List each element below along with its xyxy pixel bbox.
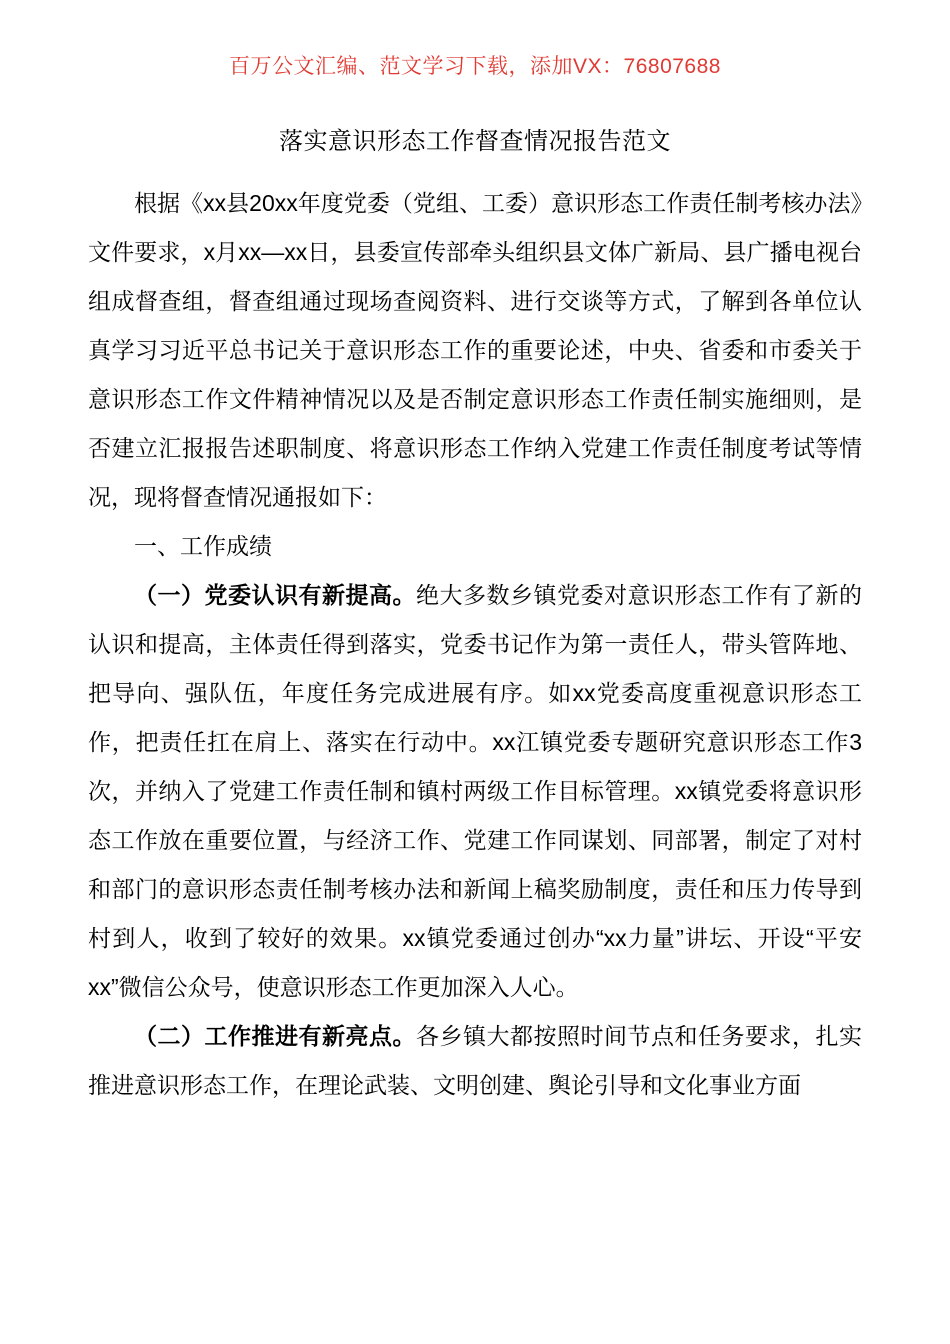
paragraph — [88, 571, 862, 1012]
paragraph-lead: （二）工作推进有新亮点。 — [134, 1023, 416, 1049]
paragraph-text: 根据《xx县20xx年度党委（党组、工委）意识形态工作责任制考核办法》文件要求，x月xx—xx日，县委宣传部牵头组织县文体广新局、县广播电视台组成督查组，督查组通过现场查阅资料、进行交谈等方式，了解到各单位认真学习习近平总书记关于意识形态工作的重要论述，中央、省委和市委关于意识形态工作文件精神情况以及是否制定意识形态工作责任制实施细则，是否建立汇报报告述职制度、将意识形态工作纳入党建工作责任制度考试等情况，现将督查情况通报如下： — [88, 190, 862, 510]
paragraph — [88, 179, 862, 522]
section-heading — [88, 522, 862, 571]
paragraph-lead: （一）党委认识有新提高。 — [134, 582, 416, 608]
page-title: 落实意识形态工作督查情况报告范文 — [279, 128, 671, 155]
paragraph — [88, 1012, 862, 1110]
paragraph-text: 绝大多数乡镇党委对意识形态工作有了新的认识和提高，主体责任得到落实，党委书记作为第一责任人，带头管阵地、把导向、强队伍，年度任务完成进展有序。如xx党委高度重视意识形态工作，把责任扛在肩上、落实在行动中。xx江镇党委专题研究意识形态工作3次，并纳入了党建工作责任制和镇村两级工作目标管理。xx镇党委将意识形态工作放在重要位置，与经济工作、党建工作同谋划、同部署，制定了对村和部门的意识形态责任制考核办法和新闻上稿奖励制度，责任和压力传导到村到人，收到了较好的效果。xx镇党委通过创办“xx力量”讲坛、开设“平安xx”微信公众号，使意识形态工作更加深入人心。 — [88, 582, 862, 1000]
paragraph-text: 一、工作成绩 — [134, 533, 272, 559]
document-body — [88, 179, 862, 1110]
promo-banner: 百万公文汇编、范文学习下载，添加VX：76807688 — [229, 55, 721, 78]
paragraph-text: 各乡镇大都按照时间节点和任务要求，扎实推进意识形态工作，在理论武装、文明创建、舆论引导和文化事业方面 — [88, 1023, 862, 1098]
